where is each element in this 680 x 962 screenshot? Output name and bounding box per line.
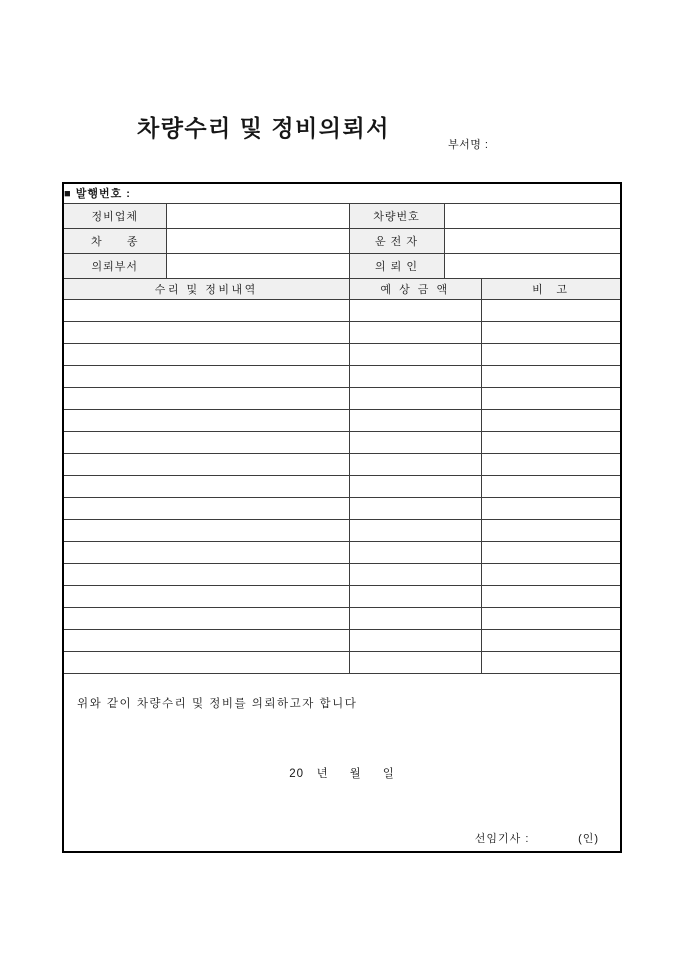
footer-cell bbox=[63, 673, 621, 852]
detail-row bbox=[63, 365, 621, 387]
detail-cell-repair-details[interactable] bbox=[63, 475, 349, 497]
detail-cell-remarks[interactable] bbox=[481, 343, 621, 365]
detail-cell-repair-details[interactable] bbox=[63, 651, 349, 673]
detail-cell-repair-details[interactable] bbox=[63, 563, 349, 585]
detail-cell-remarks[interactable] bbox=[481, 409, 621, 431]
detail-cell-remarks[interactable] bbox=[481, 387, 621, 409]
label-maintenance-shop: 정비업체 bbox=[63, 203, 166, 228]
detail-cell-remarks[interactable] bbox=[481, 629, 621, 651]
input-requesting-dept[interactable] bbox=[166, 253, 349, 278]
detail-cell-estimated-cost[interactable] bbox=[349, 519, 481, 541]
column-header-estimated-cost: 예 상 금 액 bbox=[349, 278, 481, 299]
detail-row bbox=[63, 497, 621, 519]
detail-cell-estimated-cost[interactable] bbox=[349, 387, 481, 409]
footer-date-line: 20 년 월 일 bbox=[289, 767, 395, 780]
detail-cell-repair-details[interactable] bbox=[63, 629, 349, 651]
detail-cell-remarks[interactable] bbox=[481, 519, 621, 541]
detail-cell-remarks[interactable] bbox=[481, 299, 621, 321]
detail-cell-repair-details[interactable] bbox=[63, 409, 349, 431]
form-footer bbox=[63, 673, 621, 852]
detail-cell-repair-details[interactable] bbox=[63, 431, 349, 453]
label-driver: 운 전 자 bbox=[349, 228, 444, 253]
column-header-remarks: 비 고 bbox=[481, 278, 621, 299]
detail-row bbox=[63, 343, 621, 365]
detail-cell-estimated-cost[interactable] bbox=[349, 607, 481, 629]
input-maintenance-shop[interactable] bbox=[166, 203, 349, 228]
form-head bbox=[63, 183, 621, 299]
detail-cell-estimated-cost[interactable] bbox=[349, 475, 481, 497]
detail-row bbox=[63, 475, 621, 497]
detail-cell-repair-details[interactable] bbox=[63, 321, 349, 343]
detail-row bbox=[63, 541, 621, 563]
detail-cell-remarks[interactable] bbox=[481, 497, 621, 519]
input-vehicle-type[interactable] bbox=[166, 228, 349, 253]
detail-cell-remarks[interactable] bbox=[481, 585, 621, 607]
detail-cell-remarks[interactable] bbox=[481, 651, 621, 673]
detail-cell-estimated-cost[interactable] bbox=[349, 321, 481, 343]
info-row-2 bbox=[63, 228, 621, 253]
signature-line: 선임기사 : (인) bbox=[474, 833, 600, 845]
detail-cell-estimated-cost[interactable] bbox=[349, 563, 481, 585]
column-header-repair-details: 수리 및 정비내역 bbox=[63, 278, 349, 299]
label-requesting-dept: 의뢰부서 bbox=[63, 253, 166, 278]
detail-cell-remarks[interactable] bbox=[481, 453, 621, 475]
detail-row bbox=[63, 409, 621, 431]
page-title: 차량수리 및 정비의뢰서 bbox=[137, 115, 390, 141]
detail-cell-repair-details[interactable] bbox=[63, 585, 349, 607]
detail-row bbox=[63, 387, 621, 409]
detail-cell-repair-details[interactable] bbox=[63, 497, 349, 519]
detail-cell-remarks[interactable] bbox=[481, 365, 621, 387]
detail-cell-estimated-cost[interactable] bbox=[349, 629, 481, 651]
issue-number-row bbox=[63, 183, 621, 203]
label-vehicle-number: 차량번호 bbox=[349, 203, 444, 228]
label-requester: 의 뢰 인 bbox=[349, 253, 444, 278]
detail-cell-estimated-cost[interactable] bbox=[349, 431, 481, 453]
issue-number-label: ■ 발행번호 : bbox=[63, 183, 621, 203]
detail-row bbox=[63, 607, 621, 629]
detail-row bbox=[63, 299, 621, 321]
detail-cell-remarks[interactable] bbox=[481, 431, 621, 453]
detail-row bbox=[63, 651, 621, 673]
footer-row bbox=[63, 673, 621, 852]
input-vehicle-number[interactable] bbox=[444, 203, 621, 228]
detail-cell-repair-details[interactable] bbox=[63, 541, 349, 563]
detail-cell-estimated-cost[interactable] bbox=[349, 343, 481, 365]
detail-row bbox=[63, 585, 621, 607]
request-form-table bbox=[62, 182, 622, 853]
detail-cell-estimated-cost[interactable] bbox=[349, 497, 481, 519]
detail-cell-estimated-cost[interactable] bbox=[349, 299, 481, 321]
detail-cell-remarks[interactable] bbox=[481, 563, 621, 585]
detail-cell-repair-details[interactable] bbox=[63, 387, 349, 409]
input-requester[interactable] bbox=[444, 253, 621, 278]
detail-row bbox=[63, 519, 621, 541]
detail-cell-repair-details[interactable] bbox=[63, 299, 349, 321]
detail-cell-estimated-cost[interactable] bbox=[349, 651, 481, 673]
detail-cell-repair-details[interactable] bbox=[63, 365, 349, 387]
detail-row bbox=[63, 453, 621, 475]
detail-cell-remarks[interactable] bbox=[481, 321, 621, 343]
detail-cell-repair-details[interactable] bbox=[63, 607, 349, 629]
detail-row bbox=[63, 431, 621, 453]
detail-cell-estimated-cost[interactable] bbox=[349, 409, 481, 431]
detail-cell-estimated-cost[interactable] bbox=[349, 365, 481, 387]
detail-cell-repair-details[interactable] bbox=[63, 453, 349, 475]
detail-row bbox=[63, 321, 621, 343]
info-row-1 bbox=[63, 203, 621, 228]
detail-cell-remarks[interactable] bbox=[481, 475, 621, 497]
detail-cell-repair-details[interactable] bbox=[63, 519, 349, 541]
detail-cell-repair-details[interactable] bbox=[63, 343, 349, 365]
detail-row bbox=[63, 629, 621, 651]
detail-cell-estimated-cost[interactable] bbox=[349, 541, 481, 563]
input-driver[interactable] bbox=[444, 228, 621, 253]
detail-cell-remarks[interactable] bbox=[481, 541, 621, 563]
label-vehicle-type: 차 종 bbox=[63, 228, 166, 253]
dept-label: 부서명 : bbox=[448, 139, 489, 151]
detail-cell-estimated-cost[interactable] bbox=[349, 453, 481, 475]
detail-row bbox=[63, 563, 621, 585]
info-row-3 bbox=[63, 253, 621, 278]
request-statement: 위와 같이 차량수리 및 정비를 의뢰하고자 합니다 bbox=[77, 697, 358, 710]
detail-cell-remarks[interactable] bbox=[481, 607, 621, 629]
detail-cell-estimated-cost[interactable] bbox=[349, 585, 481, 607]
detail-rows bbox=[63, 299, 621, 673]
detail-header-row bbox=[63, 278, 621, 299]
